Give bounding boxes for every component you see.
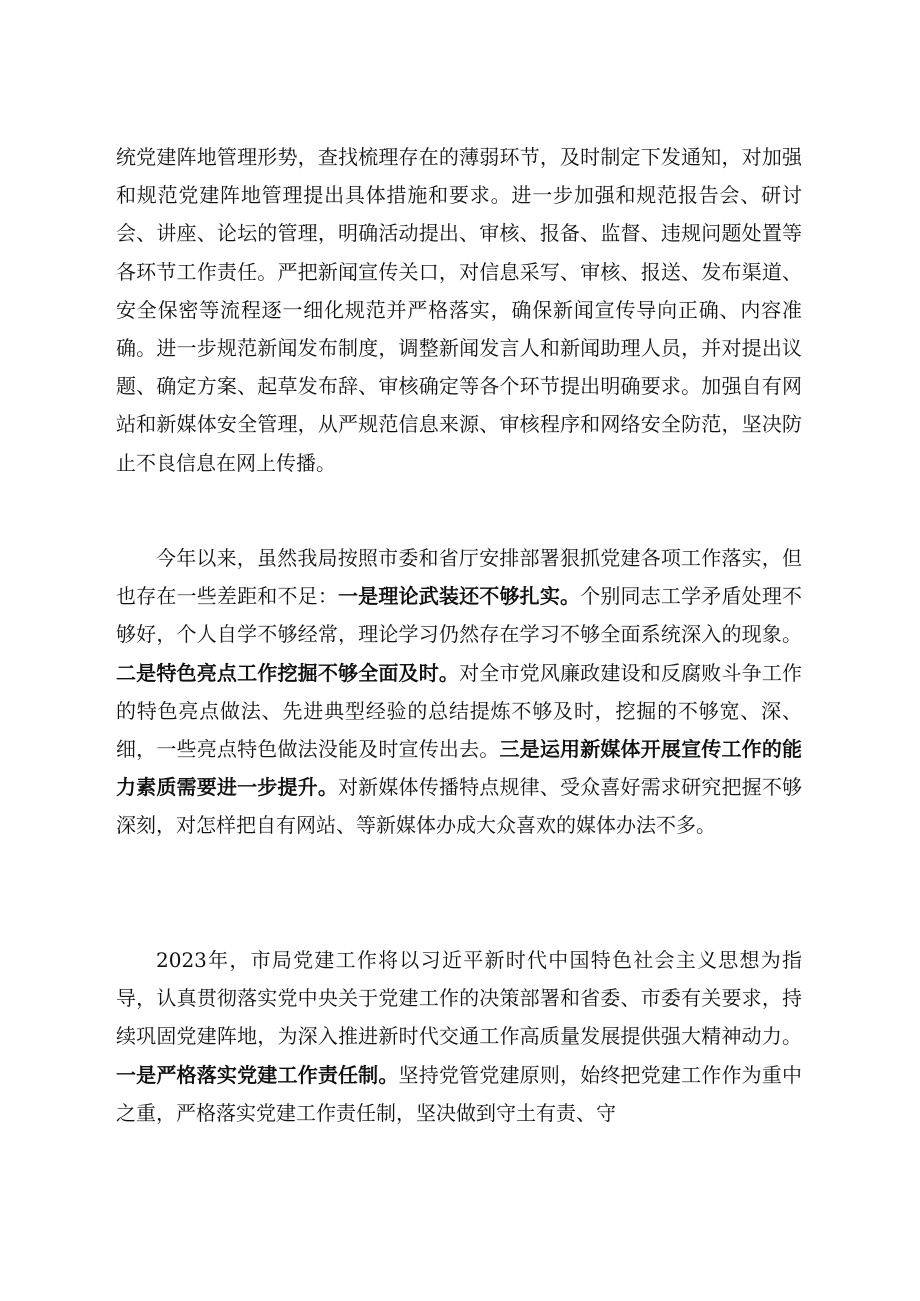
paragraph-2-text: 对全市党风廉政建设和反腐败斗争工作的特色亮点做法、先进典型经验的总结提炼不够及时，挖掘的不够宽、深、细，一些亮点特色做法没能及时宣传出去。	[116, 660, 803, 762]
paragraph-1	[116, 138, 802, 482]
paragraph-3	[116, 941, 802, 1132]
paragraph-2-bold-point-1: 一是理论武装还不够扎实。	[338, 584, 581, 609]
paragraph-3-text: 坚持党管党建原则，始终把党建工作作为重中之重，严格落实党建工作责任制，坚决做到守土有责、守	[116, 1062, 803, 1125]
paragraph-2-text: 对新媒体传播特点规律、受众喜好需求研究把握不够深刻，对怎样把自有网站、等新媒体办成大众喜欢的媒体办法不多。	[116, 775, 802, 838]
paragraph-3-text: 2023年，市局党建工作将以习近平新时代中国特色社会主义思想为指导，认真贯彻落实党中央关于党建工作的决策部署和省委、市委有关要求，持续巩固党建阵地，为深入推进新时代交通工作高质量发展提供强大精神动力。	[116, 948, 802, 1049]
paragraph-3-bold-point-1: 一是严格落实党建工作责任制。	[116, 1062, 399, 1087]
paragraph-2-bold-point-3: 三是运用新媒体开展宣传工作的能力素质需要进一步提升。	[116, 737, 803, 800]
paragraph-1-text: 统党建阵地管理形势，查找梳理存在的薄弱环节，及时制定下发通知，对加强和规范党建阵地管理提出具体措施和要求。进一步加强和规范报告会、研讨会、讲座、论坛的管理，明确活动提出、审核、报备、监督、违规问题处置等各环节工作责任。严把新闻宣传关口，对信息采写、审核、报送、发布渠道、安全保密等流程逐一细化规范并严格落实，确保新闻宣传导向正确、内容准确。进一步规范新闻发布制度，调整新闻发言人和新闻助理人员，并对提出议题、确定方案、起草发布辞、审核确定等各个环节提出明确要求。加强自有网站和新媒体安全管理，从严规范信息来源、审核程序和网络安全防范，坚决防止不良信息在网上传播。	[116, 145, 802, 475]
paragraph-2-text: 个别同志工学矛盾处理不够好，个人自学不够经常，理论学习仍然存在学习不够全面系统深入的现象。	[116, 584, 803, 647]
paragraph-2-text: 今年以来，虽然我局按照市委和省厅安排部署狠抓党建各项工作落实，但也存在一些差距和不足：	[116, 546, 802, 609]
paragraph-2	[116, 539, 802, 845]
paragraph-2-bold-point-2: 二是特色亮点工作挖掘不够全面及时。	[116, 660, 460, 685]
